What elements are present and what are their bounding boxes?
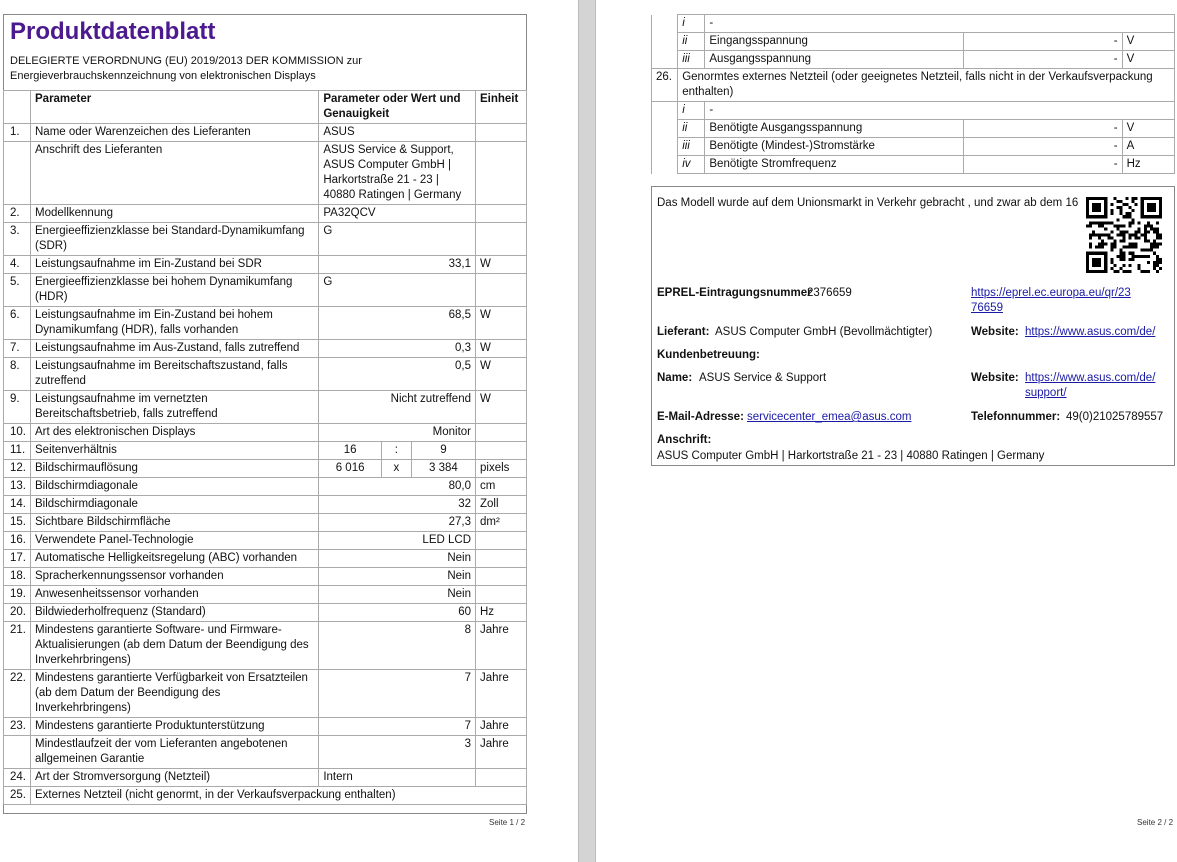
table-row <box>4 358 527 391</box>
table-row <box>4 460 527 478</box>
sub-value: - <box>964 156 1122 174</box>
split-b: 3 384 <box>429 462 458 474</box>
row-value: ASUS Service & Support, ASUS Computer GmbH | Harkortstraße 21 - 23 | 40880 Ratingen | Germany <box>319 142 476 205</box>
indent-cell <box>652 15 678 33</box>
row-parameter: Mindestlaufzeit der vom Lieferanten angebotenen allgemeinen Garantie <box>31 736 319 769</box>
row-parameter: Externes Netzteil (nicht genormt, in der Verkaufsverpackung enthalten) <box>31 787 527 805</box>
row-parameter: Bildschirmdiagonale <box>31 496 319 514</box>
table-row <box>4 514 527 532</box>
eprel-link-part-2[interactable]: 76659 <box>971 302 1003 314</box>
address-label: Anschrift: <box>657 434 712 446</box>
row-parameter: Mindestens garantierte Software- und Firmware-Aktualisierungen (ab dem Datum der Beendigung des Inverkehrbringens) <box>31 622 319 670</box>
sub-row <box>652 156 1175 174</box>
sub-row <box>652 15 1175 33</box>
sub-label: Ausgangsspannung <box>705 51 964 69</box>
split-value <box>319 460 475 477</box>
sub-row <box>652 33 1175 51</box>
row-value: 68,5 <box>319 307 476 340</box>
row-parameter: Genormtes externes Netzteil (oder geeignetes Netzteil, falls nicht in der Verkaufsverpackung enthalten) <box>678 69 1175 102</box>
sub-unit: V <box>1122 51 1174 69</box>
row-number: 1. <box>4 124 31 142</box>
row-number: 5. <box>4 274 31 307</box>
row-parameter: Verwendete Panel-Technologie <box>31 532 319 550</box>
row-unit <box>476 124 527 142</box>
row-value: G <box>319 274 476 307</box>
row-parameter: Leistungsaufnahme im Ein-Zustand bei hohem Dynamikumfang (HDR), falls vorhanden <box>31 307 319 340</box>
support-heading: Kundenbetreuung: <box>657 349 760 361</box>
row-unit: W <box>476 391 527 424</box>
table-row <box>4 586 527 604</box>
sub-label: Eingangsspannung <box>705 33 964 51</box>
table-row <box>4 442 527 460</box>
header-parameter: Parameter <box>31 91 319 124</box>
row-number: 18. <box>4 568 31 586</box>
support-website-link[interactable] <box>1025 371 1155 401</box>
table-row <box>4 274 527 307</box>
header-unit: Einheit <box>476 91 527 124</box>
sub-index: iv <box>678 156 705 174</box>
row-number: 17. <box>4 550 31 568</box>
table-row <box>4 142 527 205</box>
row-value: 7 <box>319 718 476 736</box>
row-value: ASUS <box>319 124 476 142</box>
email-link[interactable]: servicecenter_emea@asus.com <box>747 411 912 423</box>
header-value: Parameter oder Wert und Genauigkeit <box>319 91 476 124</box>
row-parameter: Energieeffizienzklasse bei hohem Dynamikumfang (HDR) <box>31 274 319 307</box>
row-number: 11. <box>4 442 31 460</box>
row-number: 22. <box>4 670 31 718</box>
support-link-part-2[interactable]: support/ <box>1025 387 1067 399</box>
datasheet-body <box>4 124 527 805</box>
row-parameter: Leistungsaufnahme im Aus-Zustand, falls zutreffend <box>31 340 319 358</box>
sub-label: - <box>705 15 1175 33</box>
row-parameter: Energieeffizienzklasse bei Standard-Dynamikumfang (SDR) <box>31 223 319 256</box>
row-number: 9. <box>4 391 31 424</box>
row-parameter: Bildwiederholfrequenz (Standard) <box>31 604 319 622</box>
page-number: Seite 1 / 2 <box>489 818 526 827</box>
indent-cell <box>652 33 678 51</box>
row-value: Nein <box>319 586 476 604</box>
row-number: 16. <box>4 532 31 550</box>
row-number: 19. <box>4 586 31 604</box>
row-unit <box>476 274 527 307</box>
row-parameter: Art der Stromversorgung (Netzteil) <box>31 769 319 787</box>
row-parameter: Mindestens garantierte Verfügbarkeit von Ersatzteilen (ab dem Datum der Beendigung des Inverkehrbringens) <box>31 670 319 718</box>
sub-label: Benötigte Ausgangsspannung <box>705 120 964 138</box>
indent-cell <box>652 156 678 174</box>
name-value: ASUS Service & Support <box>699 372 827 384</box>
row-unit <box>476 769 527 787</box>
table-row <box>4 718 527 736</box>
row-value: 60 <box>319 604 476 622</box>
datasheet-table <box>3 90 527 805</box>
sub-index: iii <box>678 51 705 69</box>
support-website-label: Website: <box>971 372 1019 384</box>
sub-unit: V <box>1122 33 1174 51</box>
row-parameter: Leistungsaufnahme im vernetzten Bereitschaftsbetrieb, falls zutreffend <box>31 391 319 424</box>
row-value: Monitor <box>319 424 476 442</box>
row-value: PA32QCV <box>319 205 476 223</box>
row-number: 13. <box>4 478 31 496</box>
row-parameter: Name oder Warenzeichen des Lieferanten <box>31 124 319 142</box>
sub-value: - <box>964 138 1122 156</box>
table-row <box>652 69 1175 102</box>
website-link[interactable]: https://www.asus.com/de/ <box>1025 326 1156 338</box>
row-unit: Hz <box>476 604 527 622</box>
phone-value: 49(0)21025789557 <box>1066 411 1164 423</box>
row-number: 8. <box>4 358 31 391</box>
row-parameter: Anwesenheitssensor vorhanden <box>31 586 319 604</box>
page-title: Produktdatenblatt <box>10 18 216 45</box>
row-value: Nein <box>319 550 476 568</box>
eprel-label: EPREL-Eintragungsnummer <box>657 287 812 299</box>
row-parameter: Spracherkennungssensor vorhanden <box>31 568 319 586</box>
eprel-link[interactable] <box>971 286 1131 316</box>
website-label: Website: <box>971 326 1019 338</box>
indent-cell <box>652 138 678 156</box>
sub-index: iii <box>678 138 705 156</box>
table-row <box>4 736 527 769</box>
power-supply-body <box>652 15 1175 174</box>
header-number <box>4 91 31 124</box>
row-value: 0,5 <box>319 358 476 391</box>
row-number: 3. <box>4 223 31 256</box>
split-a: 16 <box>319 442 381 459</box>
row-value: 7 <box>319 670 476 718</box>
sub-label: Benötigte (Mindest-)Stromstärke <box>705 138 964 156</box>
table-row <box>4 340 527 358</box>
market-text: Das Modell wurde auf dem Unionsmarkt in Verkehr gebracht , und zwar ab dem 16 <box>657 197 1079 209</box>
row-number: 15. <box>4 514 31 532</box>
indent-cell <box>652 51 678 69</box>
supplier-label: Lieferant: <box>657 326 710 338</box>
row-value: 80,0 <box>319 478 476 496</box>
sub-unit: A <box>1122 138 1174 156</box>
table-row <box>4 550 527 568</box>
row-parameter: Modellkennung <box>31 205 319 223</box>
split-b: 9 <box>440 444 447 456</box>
row-number: 7. <box>4 340 31 358</box>
email-label: E-Mail-Adresse: <box>657 411 744 423</box>
row-value: 0,3 <box>319 340 476 358</box>
row-unit: W <box>476 340 527 358</box>
row-value: LED LCD <box>319 532 476 550</box>
support-link-part-1[interactable]: https://www.asus.com/de/ <box>1025 372 1156 384</box>
split-sep: : <box>381 442 411 459</box>
row-unit <box>476 442 527 460</box>
eprel-link-part-1[interactable]: https://eprel.ec.europa.eu/qr/23 <box>971 287 1131 299</box>
sub-index: ii <box>678 33 705 51</box>
row-unit: cm <box>476 478 527 496</box>
table-row <box>4 391 527 424</box>
row-unit: Jahre <box>476 622 527 670</box>
sub-index: i <box>678 15 705 33</box>
row-parameter: Bildschirmauflösung <box>31 460 319 478</box>
table-row <box>4 424 527 442</box>
row-unit: W <box>476 358 527 391</box>
qr-code-icon[interactable] <box>1086 197 1162 273</box>
row-unit: dm² <box>476 514 527 532</box>
page-1 <box>0 0 578 862</box>
row-value: 33,1 <box>319 256 476 274</box>
row-unit <box>476 142 527 205</box>
indent-cell <box>652 102 678 120</box>
supplier-value: ASUS Computer GmbH (Bevollmächtigter) <box>715 326 933 338</box>
row-number: 24. <box>4 769 31 787</box>
table-row <box>4 670 527 718</box>
sub-label: - <box>705 102 1175 120</box>
table-row <box>4 256 527 274</box>
indent-cell <box>652 120 678 138</box>
table-row <box>4 205 527 223</box>
sub-row <box>652 51 1175 69</box>
sub-value: - <box>964 51 1122 69</box>
row-number: 26. <box>652 69 678 102</box>
name-label: Name: <box>657 372 693 384</box>
power-supply-table <box>651 14 1175 174</box>
sub-value: - <box>964 120 1122 138</box>
page-number-2: Seite 2 / 2 <box>1137 818 1174 827</box>
row-value: Intern <box>319 769 476 787</box>
row-number <box>4 736 31 769</box>
row-parameter: Seitenverhältnis <box>31 442 319 460</box>
table-row <box>4 307 527 340</box>
row-unit <box>476 568 527 586</box>
sub-row <box>652 120 1175 138</box>
row-number: 2. <box>4 205 31 223</box>
row-unit <box>476 424 527 442</box>
row-unit <box>476 532 527 550</box>
sub-unit: Hz <box>1122 156 1174 174</box>
table-row <box>4 532 527 550</box>
table-row <box>4 496 527 514</box>
table-row <box>4 478 527 496</box>
page-2 <box>596 0 1177 862</box>
row-unit: pixels <box>476 460 527 478</box>
row-unit <box>476 205 527 223</box>
split-a: 6 016 <box>319 460 381 477</box>
row-value: Nicht zutreffend <box>319 391 476 424</box>
table-row <box>4 769 527 787</box>
table-row <box>4 622 527 670</box>
row-unit: Jahre <box>476 670 527 718</box>
split-value <box>319 442 475 459</box>
row-unit: Jahre <box>476 736 527 769</box>
address-value: ASUS Computer GmbH | Harkortstraße 21 - 23 | 40880 Ratingen | Germany <box>657 450 1045 462</box>
table-row <box>4 604 527 622</box>
row-unit: W <box>476 307 527 340</box>
page-gap <box>578 0 596 862</box>
row-parameter: Automatische Helligkeitsregelung (ABC) vorhanden <box>31 550 319 568</box>
row-unit <box>476 586 527 604</box>
table-header-row <box>4 91 527 124</box>
sub-row <box>652 138 1175 156</box>
row-number <box>4 142 31 205</box>
row-number: 10. <box>4 424 31 442</box>
split-sep: x <box>381 460 411 477</box>
sub-index: i <box>678 102 705 120</box>
row-value: 3 <box>319 736 476 769</box>
row-number: 20. <box>4 604 31 622</box>
sub-label: Benötigte Stromfrequenz <box>705 156 964 174</box>
table-row <box>4 223 527 256</box>
row-value <box>319 460 476 478</box>
row-number: 21. <box>4 622 31 670</box>
sub-row <box>652 102 1175 120</box>
sub-index: ii <box>678 120 705 138</box>
row-value: 27,3 <box>319 514 476 532</box>
row-number: 6. <box>4 307 31 340</box>
sub-unit: V <box>1122 120 1174 138</box>
row-parameter: Anschrift des Lieferanten <box>31 142 319 205</box>
row-unit: Jahre <box>476 718 527 736</box>
row-number: 25. <box>4 787 31 805</box>
row-value: Nein <box>319 568 476 586</box>
row-number: 23. <box>4 718 31 736</box>
regulation-text: DELEGIERTE VERORDNUNG (EU) 2019/2013 DER KOMMISSION zur Energieverbrauchskennzeichnung von elektronischen Displays <box>10 55 362 82</box>
row-unit: Zoll <box>476 496 527 514</box>
phone-label: Telefonnummer: <box>971 411 1061 423</box>
row-value: G <box>319 223 476 256</box>
row-value <box>319 442 476 460</box>
row-parameter: Leistungsaufnahme im Bereitschaftszustand, falls zutreffend <box>31 358 319 391</box>
row-number: 14. <box>4 496 31 514</box>
table-row <box>4 568 527 586</box>
row-value: 8 <box>319 622 476 670</box>
row-parameter: Sichtbare Bildschirmfläche <box>31 514 319 532</box>
row-number: 12. <box>4 460 31 478</box>
row-unit: W <box>476 256 527 274</box>
sub-value: - <box>964 33 1122 51</box>
table-row <box>4 124 527 142</box>
table-row <box>4 787 527 805</box>
eprel-value: 2376659 <box>807 287 852 299</box>
row-value: 32 <box>319 496 476 514</box>
row-parameter: Art des elektronischen Displays <box>31 424 319 442</box>
row-unit <box>476 223 527 256</box>
row-parameter: Leistungsaufnahme im Ein-Zustand bei SDR <box>31 256 319 274</box>
row-parameter: Mindestens garantierte Produktunterstützung <box>31 718 319 736</box>
row-parameter: Bildschirmdiagonale <box>31 478 319 496</box>
row-number: 4. <box>4 256 31 274</box>
row-unit <box>476 550 527 568</box>
